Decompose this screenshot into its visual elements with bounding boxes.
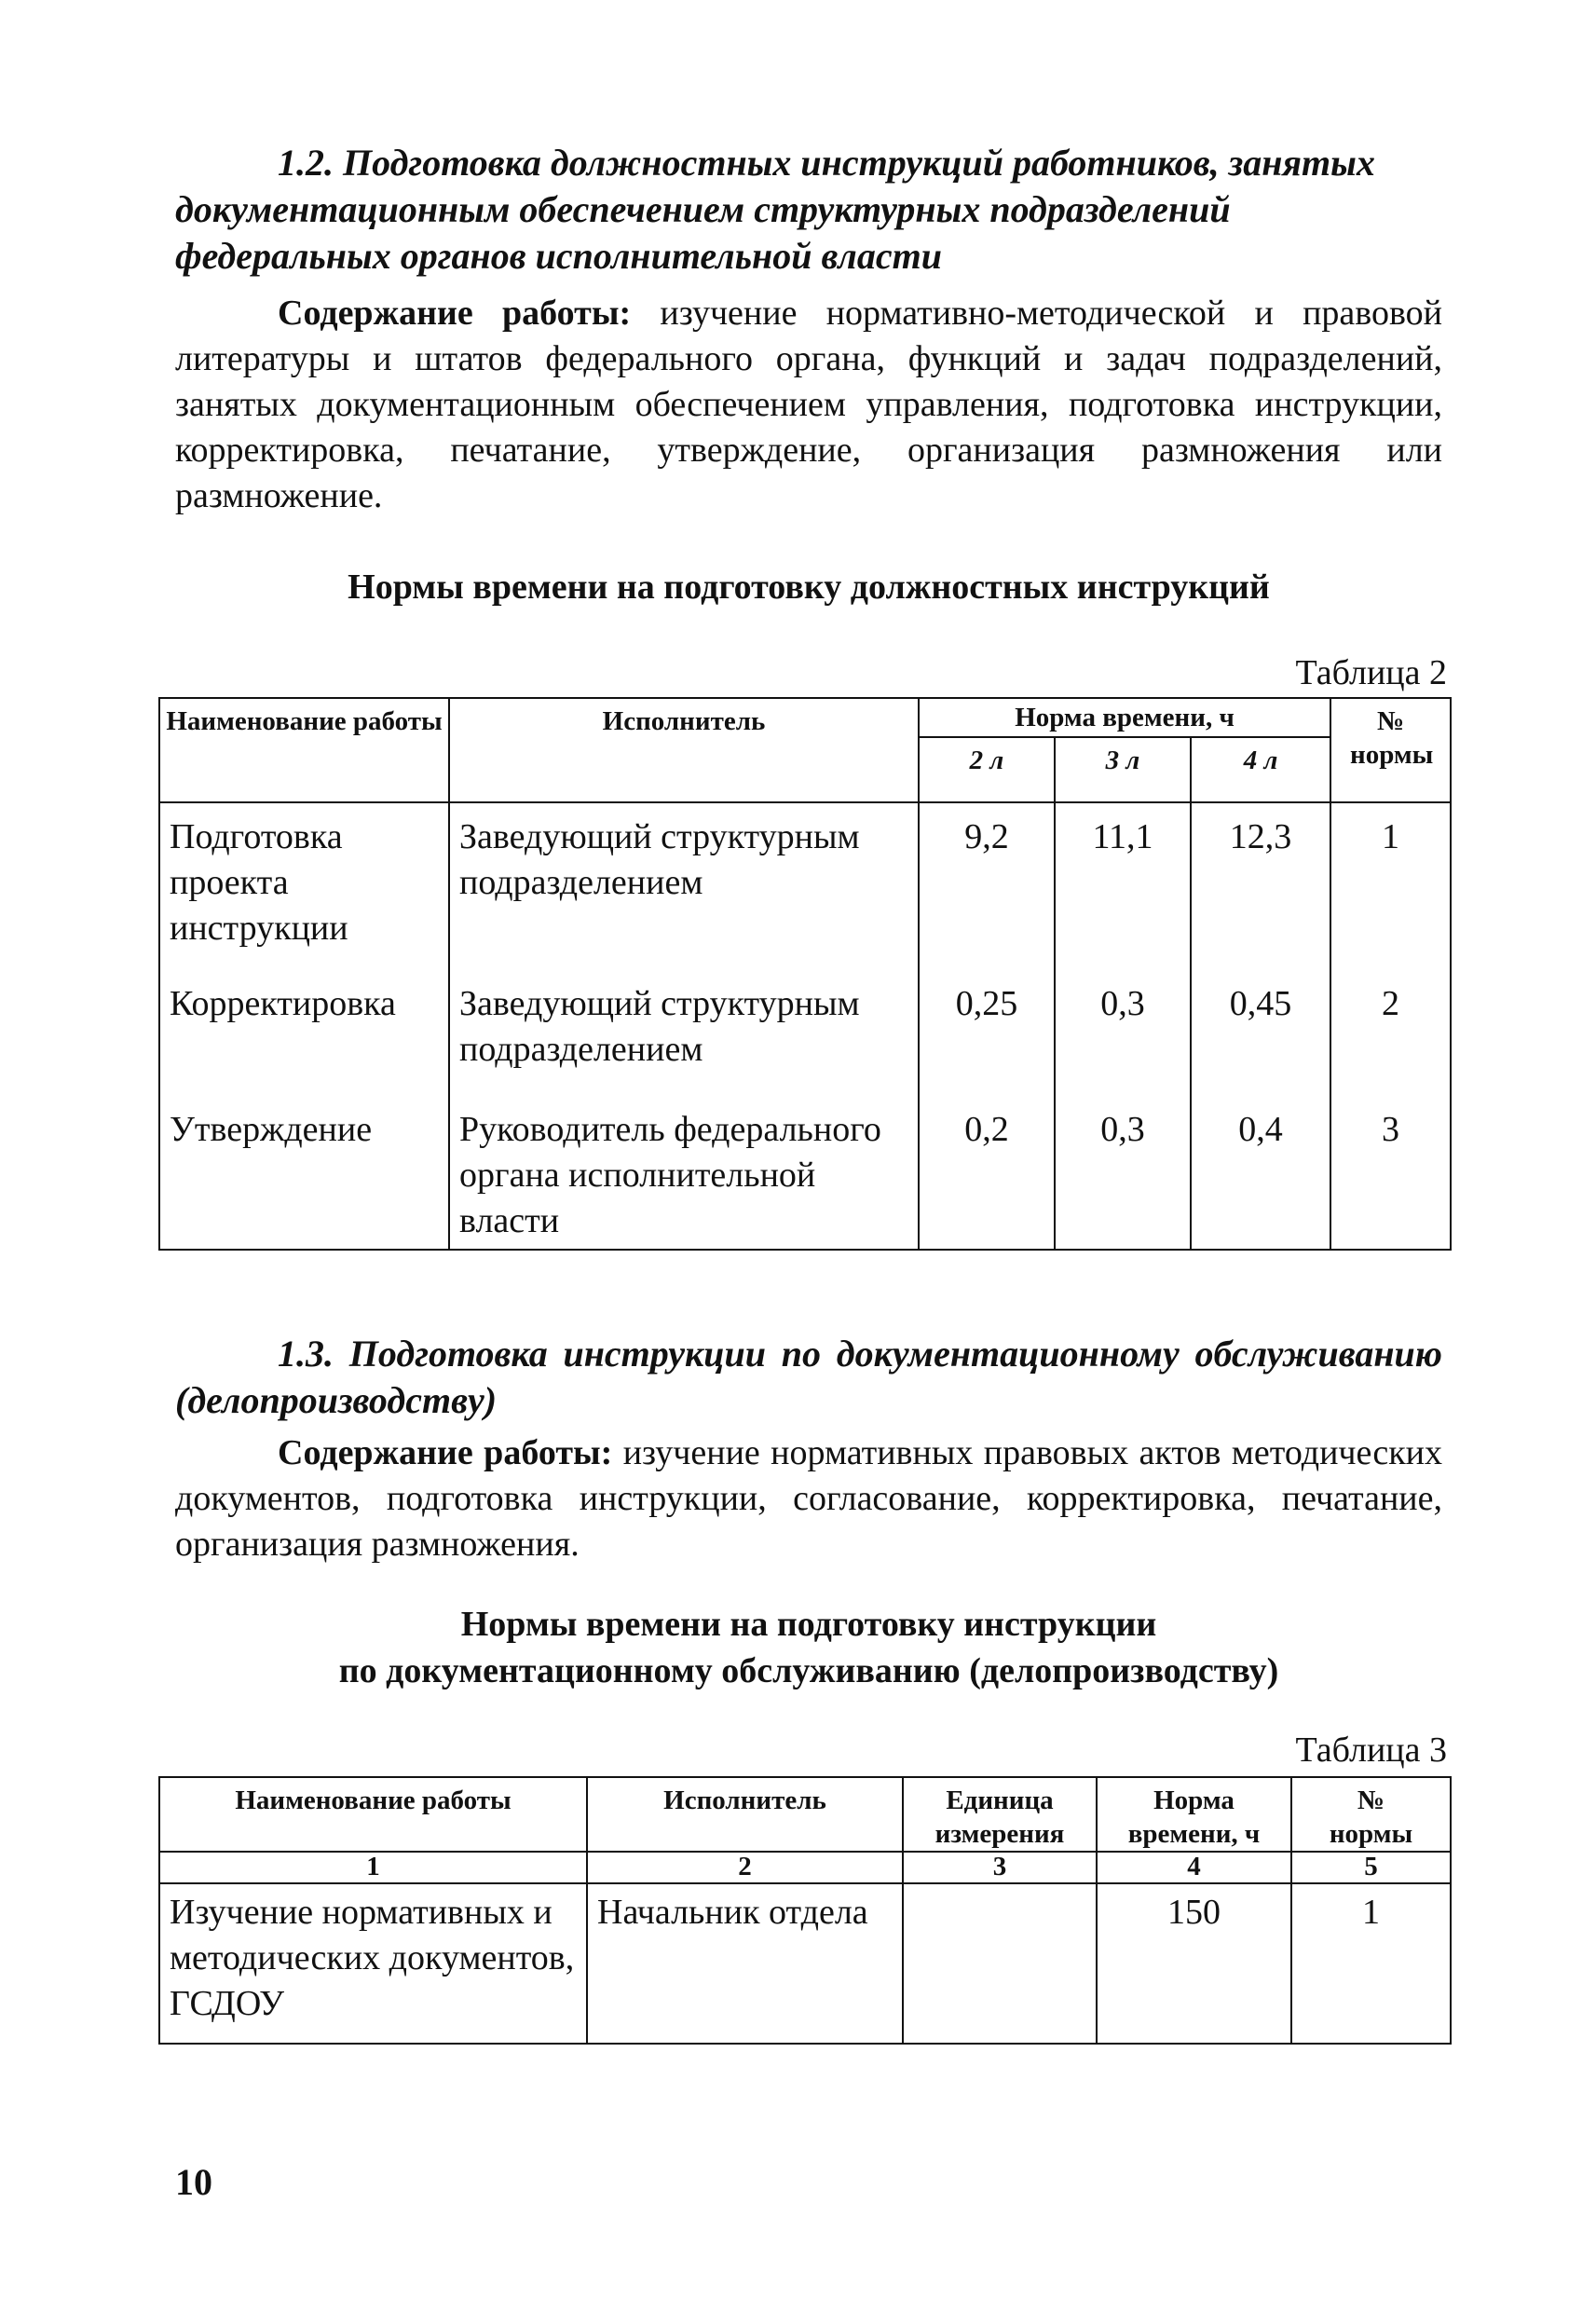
page-number: 10 (175, 2161, 212, 2203)
table-3-label: Таблица 3 (1295, 1731, 1447, 1770)
table-2-label: Таблица 2 (1295, 653, 1447, 692)
row-value-4l: 0,45 (1191, 970, 1330, 1096)
row-value-3l: 0,3 (1055, 970, 1191, 1096)
table-row (159, 1096, 1451, 1250)
table-3-title-line-1: Нормы времени на подготовку инструкции (460, 1605, 1157, 1644)
row-work: Утверждение (159, 1096, 449, 1250)
row-value-4l: 0,4 (1191, 1096, 1330, 1250)
content-label: Содержание работы: (278, 294, 632, 333)
content-text: изучение нормативных правовых актов методических документов, подготовка инструкции, согласование, корректировка, печатание, организация размножения. (175, 1433, 1442, 1564)
header-2l: 2 л (919, 737, 1055, 802)
header-num: № нормы (1330, 698, 1451, 802)
row-norm: 150 (1097, 1883, 1291, 2044)
table-2 (158, 697, 1452, 1251)
column-number: 4 (1097, 1852, 1291, 1883)
table-row (159, 970, 1451, 1096)
row-value-3l: 0,3 (1055, 1096, 1191, 1250)
table-row (159, 802, 1451, 970)
row-num: 1 (1291, 1883, 1451, 2044)
header-num: № нормы (1291, 1777, 1451, 1852)
section-1-3-heading: 1.3. Подготовка инструкции по документационному обслуживанию (делопроизводству) (175, 1333, 1442, 1421)
table-2-title: Нормы времени на подготовку должностных инструкций (348, 568, 1270, 607)
row-value-2l: 9,2 (919, 802, 1055, 970)
row-work: Корректировка (159, 970, 449, 1096)
row-unit (903, 1883, 1097, 2044)
header-norm: Норма времени, ч (919, 698, 1330, 737)
row-work: Подготовка проекта инструкции (159, 802, 449, 970)
section-1-2-heading: 1.2. Подготовка должностных инструкций работников, занятых документационным обеспечением структурных подразделений федеральных органов исполнительной власти (175, 142, 1375, 277)
row-num: 2 (1330, 970, 1451, 1096)
header-executor: Исполнитель (587, 1777, 903, 1852)
column-number: 5 (1291, 1852, 1451, 1883)
column-number: 1 (159, 1852, 587, 1883)
table-3-title-line-2: по документационному обслуживанию (делопроизводству) (338, 1651, 1279, 1690)
table-3 (158, 1776, 1452, 2045)
section-1-2-content (175, 291, 1442, 519)
row-executor: Начальник отдела (587, 1883, 903, 2044)
row-value-2l: 0,2 (919, 1096, 1055, 1250)
content-label: Содержание работы: (278, 1433, 613, 1472)
content-text: изучение нормативно-методической и правовой литературы и штатов федерального органа, функций и задач подразделений, занятых документационным обеспечением управления, подготовка инструкции, корректировка, печатание, утверждение, организация размножения или размножение. (175, 294, 1442, 515)
row-num: 1 (1330, 802, 1451, 970)
header-executor: Исполнитель (449, 698, 919, 802)
column-number: 3 (903, 1852, 1097, 1883)
row-value-4l: 12,3 (1191, 802, 1330, 970)
section-1-3-content (175, 1430, 1442, 1567)
header-4l: 4 л (1191, 737, 1330, 802)
header-3l: 3 л (1055, 737, 1191, 802)
header-norm: Норма времени, ч (1097, 1777, 1291, 1852)
row-num: 3 (1330, 1096, 1451, 1250)
row-executor: Руководитель федерального органа исполнительной власти (449, 1096, 919, 1250)
row-value-2l: 0,25 (919, 970, 1055, 1096)
header-work: Наименование работы (159, 698, 449, 802)
row-work: Изучение нормативных и методических документов, ГСДОУ (159, 1883, 587, 2044)
header-unit: Единица измерения (903, 1777, 1097, 1852)
table-row (159, 1883, 1451, 2044)
row-value-3l: 11,1 (1055, 802, 1191, 970)
row-executor: Заведующий структурным подразделением (449, 802, 919, 970)
column-number: 2 (587, 1852, 903, 1883)
row-executor: Заведующий структурным подразделением (449, 970, 919, 1096)
header-work: Наименование работы (159, 1777, 587, 1852)
